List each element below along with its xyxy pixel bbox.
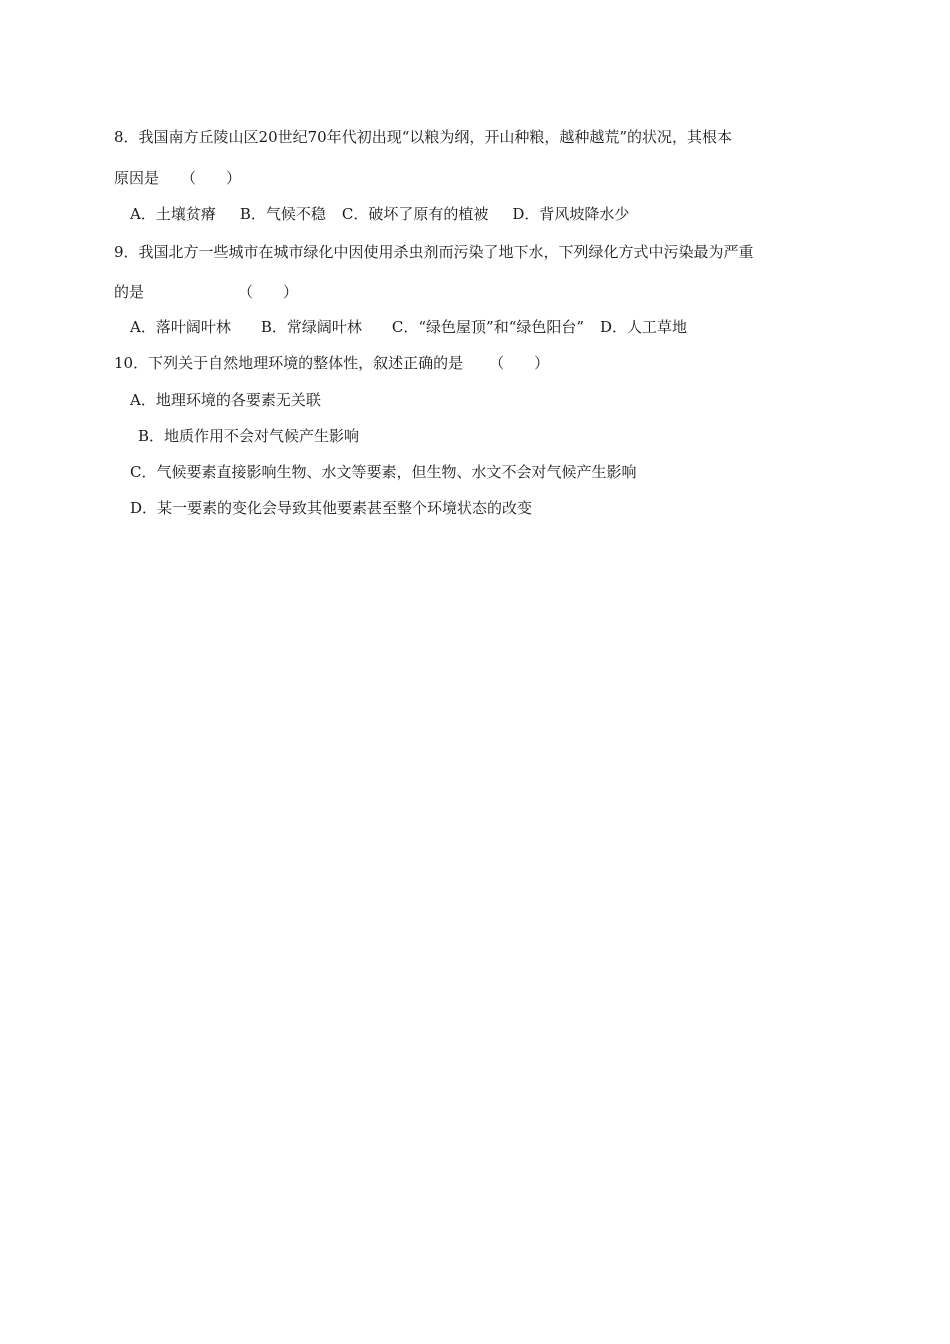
- question-9-option-d: D．人工草地: [600, 318, 688, 336]
- question-8-stem-tail: 原因是: [114, 169, 160, 187]
- question-10-stem-text: 10．下列关于自然地理环境的整体性，叙述正确的是: [114, 354, 464, 372]
- question-10-option-b: B．地质作用不会对气候产生影响: [138, 427, 360, 445]
- question-9-option-c: C．“绿色屋顶”和“绿色阳台”: [391, 318, 585, 336]
- question-10-option-d: D．某一要素的变化会导致其他要素甚至整个环境状态的改变: [130, 499, 533, 517]
- question-8-option-c: C．破坏了原有的植被: [341, 205, 489, 223]
- question-8-options: [130, 204, 629, 224]
- question-9-stem-line1: 9．我国北方一些城市在城市绿化中因使用杀虫剂而污染了地下水，下列绿化方式中污染最为严重: [114, 243, 754, 261]
- question-10-option-c: C．气候要素直接影响生物、水文等要素，但生物、水文不会对气候产生影响: [130, 463, 637, 481]
- question-8-option-d: D．背风坡降水少: [512, 205, 630, 223]
- question-10-option-a: A．地理环境的各要素无关联: [130, 391, 321, 409]
- question-9-option-b: B．常绿阔叶林: [260, 318, 362, 336]
- question-9-options: [130, 317, 687, 337]
- question-9-answer-paren: （ ）: [238, 283, 299, 301]
- question-10-answer-paren: （ ）: [489, 354, 550, 372]
- question-8-option-b: B．气候不稳: [239, 205, 326, 223]
- question-8-answer-paren: （ ）: [181, 169, 242, 187]
- question-9-stem-line2: [114, 282, 298, 302]
- question-8-stem-line2: [114, 168, 241, 188]
- question-10-stem: [114, 353, 549, 373]
- question-8-stem-line1: 8．我国南方丘陵山区20世纪70年代初出现“以粮为纲，开山种粮，越种越荒”的状况，其根本: [114, 128, 733, 146]
- question-8-option-a: A．土壤贫瘠: [130, 205, 216, 223]
- question-9-option-a: A．落叶阔叶林: [130, 318, 231, 336]
- question-9-stem-tail: 的是: [114, 283, 145, 301]
